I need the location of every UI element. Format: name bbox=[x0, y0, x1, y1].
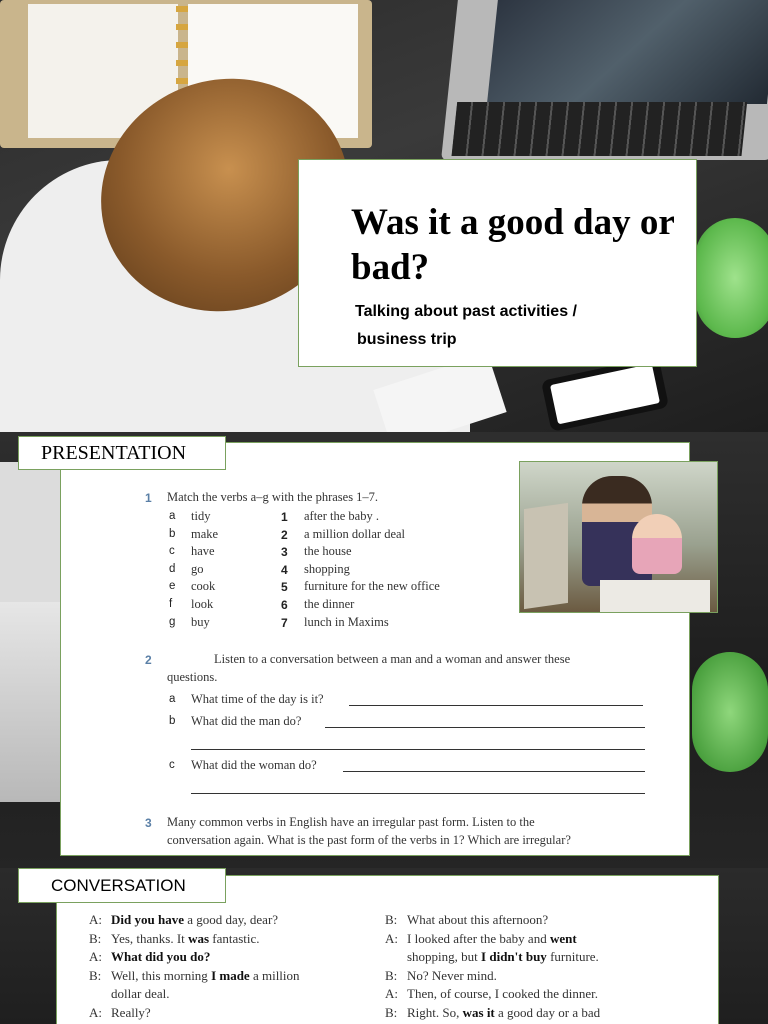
dialogue-segment: shopping, but bbox=[407, 949, 482, 964]
phrase-text: lunch in Maxims bbox=[304, 614, 389, 629]
question-3-text-line-2: conversation again. What is the past form of the verbs in 1? Which are irregular? bbox=[167, 833, 571, 847]
phrase-number: 1 bbox=[281, 510, 288, 524]
slide-title: Was it a good day or bad? bbox=[351, 202, 675, 288]
dialogue-line bbox=[385, 912, 548, 928]
verb-letter: g bbox=[169, 615, 176, 628]
question-1-text: Match the verbs a–g with the phrases 1–7. bbox=[167, 490, 379, 504]
phrase-number: 6 bbox=[281, 598, 288, 612]
dialogue-line bbox=[385, 968, 497, 984]
answer-line-b2[interactable] bbox=[191, 749, 645, 750]
verb-word: have bbox=[191, 544, 215, 559]
q2-item-a-text: What time of the day is it? bbox=[191, 692, 324, 706]
dialogue-segment: a million bbox=[249, 967, 300, 983]
speaker-label: A: bbox=[89, 1004, 102, 1020]
speaker-label: B: bbox=[89, 967, 102, 983]
dialogue-segment: a good day or a bad bbox=[494, 1004, 601, 1020]
question-number-3: 3 bbox=[145, 816, 152, 830]
phrase-number: 2 bbox=[281, 527, 288, 542]
phrase-text: the dinner bbox=[304, 597, 355, 611]
subtitle-line-2: business trip bbox=[357, 331, 457, 348]
speaker-label: B: bbox=[385, 912, 398, 927]
smartphone-image bbox=[541, 356, 669, 432]
title-slide bbox=[0, 0, 768, 432]
dialogue-line bbox=[385, 949, 599, 965]
dialogue-segment: Then, of course, I cooked the dinner. bbox=[407, 986, 598, 1001]
father-baby-office-photo bbox=[519, 461, 718, 613]
phrase-number: 7 bbox=[281, 615, 288, 630]
q2-item-a-letter: a bbox=[169, 693, 176, 705]
conversation-label: CONVERSATION bbox=[18, 868, 226, 903]
dialogue-line bbox=[385, 931, 577, 947]
question-2-text-line-1: Listen to a conversation between a man and a woman and answer these bbox=[214, 652, 571, 666]
dialogue-segment: Right. So, bbox=[407, 1004, 463, 1020]
laptop-image bbox=[441, 0, 768, 160]
dialogue-line bbox=[89, 986, 169, 1002]
dialogue-bold-segment: What did you do? bbox=[111, 949, 211, 964]
speaker-label: A: bbox=[385, 986, 398, 1001]
question-number-1: 1 bbox=[145, 491, 152, 505]
dialogue-bold-segment: was it bbox=[462, 1004, 495, 1020]
conversation-slide bbox=[0, 868, 768, 1024]
subtitle-line-1: Talking about past activities / bbox=[355, 303, 577, 320]
q2-item-b-text: What did the man do? bbox=[191, 714, 302, 728]
dialogue-segment: a good day, dear? bbox=[183, 912, 279, 927]
dialogue-line bbox=[385, 1005, 600, 1021]
dialogue-line bbox=[89, 968, 300, 984]
verb-letter: e bbox=[169, 580, 176, 593]
phrase-text: shopping bbox=[304, 561, 350, 576]
title-box bbox=[298, 159, 697, 367]
dialogue-line bbox=[89, 931, 260, 947]
q2-item-b-letter: b bbox=[169, 715, 176, 727]
dialogue-line bbox=[89, 1005, 151, 1021]
speaker-label: A: bbox=[385, 930, 398, 946]
dialogue-segment: Yes, thanks. It bbox=[111, 930, 189, 946]
presentation-slide bbox=[0, 432, 768, 868]
speaker-label: B: bbox=[385, 1004, 398, 1020]
dialogue-bold-segment: I didn't buy bbox=[481, 949, 547, 964]
verb-word: tidy bbox=[191, 509, 211, 523]
speaker-label: A: bbox=[89, 949, 102, 964]
dialogue-segment: fantastic. bbox=[209, 930, 260, 946]
dialogue-segment: Really? bbox=[111, 1004, 151, 1020]
verb-word: buy bbox=[191, 614, 210, 629]
speaker-label: A: bbox=[89, 912, 102, 927]
verb-word: look bbox=[191, 597, 214, 611]
verb-word: make bbox=[191, 526, 219, 541]
slide-subtitle bbox=[355, 298, 675, 354]
dialogue-bold-segment: I made bbox=[211, 967, 250, 983]
dialogue-segment: What about this afternoon? bbox=[407, 912, 549, 927]
verb-word: cook bbox=[191, 579, 216, 594]
dialogue-line bbox=[89, 949, 210, 965]
phrase-text: after the baby . bbox=[304, 509, 379, 523]
dialogue-bold-segment: went bbox=[549, 930, 577, 946]
phrase-text: a million dollar deal bbox=[304, 526, 406, 541]
answer-line-a[interactable] bbox=[349, 705, 643, 706]
phrase-number: 4 bbox=[281, 562, 288, 577]
dialogue-segment: Well, this morning bbox=[111, 967, 212, 983]
dialogue-segment: dollar deal. bbox=[111, 986, 170, 1001]
dialogue-line bbox=[89, 912, 278, 928]
q2-item-c-letter: c bbox=[169, 759, 175, 771]
question-2-text-line-2: questions. bbox=[167, 670, 218, 684]
speaker-label: B: bbox=[89, 930, 102, 946]
dialogue-line bbox=[385, 986, 598, 1002]
q2-item-c-text: What did the woman do? bbox=[191, 758, 317, 772]
speaker-label: B: bbox=[385, 967, 398, 983]
phrase-number: 5 bbox=[281, 580, 288, 595]
answer-line-b1[interactable] bbox=[325, 727, 645, 728]
answer-line-c2[interactable] bbox=[191, 793, 645, 794]
dialogue-bold-segment: Did you have bbox=[111, 912, 184, 927]
verb-letter: a bbox=[169, 510, 176, 522]
phrase-text: the house bbox=[304, 544, 352, 559]
verb-letter: c bbox=[169, 545, 175, 558]
verb-letter: f bbox=[169, 598, 173, 610]
phrase-text: furniture for the new office bbox=[304, 579, 440, 594]
dialogue-segment: furniture. bbox=[546, 949, 599, 964]
answer-line-c1[interactable] bbox=[343, 771, 645, 772]
question-3-text-line-1: Many common verbs in English have an irregular past form. Listen to the bbox=[167, 815, 535, 829]
phrase-number: 3 bbox=[281, 545, 288, 560]
question-number-2: 2 bbox=[145, 653, 152, 667]
green-dish-image bbox=[695, 218, 768, 338]
verb-letter: d bbox=[169, 562, 176, 575]
presentation-label: PRESENTATION bbox=[18, 436, 226, 470]
verb-letter: b bbox=[169, 527, 176, 540]
verb-word: go bbox=[191, 561, 204, 576]
dialogue-segment: No? Never mind. bbox=[407, 967, 497, 983]
dialogue-bold-segment: was bbox=[188, 930, 210, 946]
dialogue-segment: I looked after the baby and bbox=[407, 930, 550, 946]
